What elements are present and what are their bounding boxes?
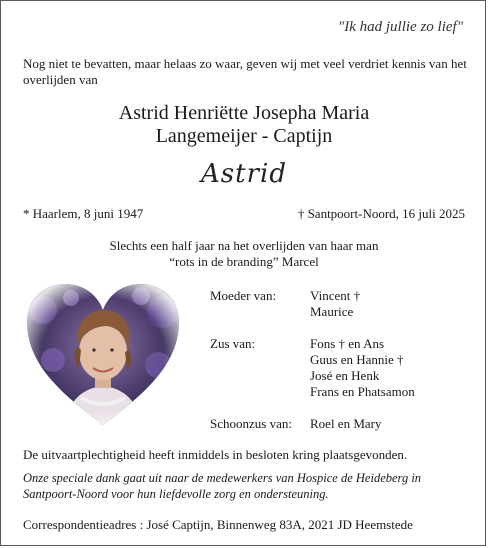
- intro-text: Nog niet te bevatten, maar helaas zo waar, geven wij met veel verdriet kennis van het overlijden van: [23, 56, 467, 87]
- funeral-note: De uitvaartplechtigheid heeft inmiddels in besloten kring plaatsgevonden.: [23, 447, 408, 462]
- correspondence-address: Correspondentieadres : José Captijn, Binnenweg 83A, 2021 JD Heemstede: [23, 517, 413, 532]
- relation-label: Moeder van:: [210, 288, 277, 303]
- birth-info: * Haarlem, 8 juni 1947: [23, 206, 144, 221]
- husband-note-line-2: “rots in de branding” Marcel: [169, 254, 319, 269]
- relation-name: Guus en Hannie †: [310, 352, 404, 367]
- husband-note: [1, 238, 487, 270]
- relations-list: [210, 288, 470, 432]
- motto-quote: "Ik had jullie zo lief": [337, 19, 463, 35]
- relation-name: Fons † en Ans: [310, 336, 385, 351]
- death-info: † Santpoort-Noord, 16 juli 2025: [297, 206, 465, 221]
- call-name: Astrid: [201, 159, 287, 189]
- full-name-line-1: Astrid Henriëtte Josepha Maria: [118, 102, 370, 124]
- relation-names: [310, 336, 415, 400]
- relation-name: Maurice: [310, 304, 354, 319]
- relation-mother: [210, 288, 470, 320]
- relation-name: Roel en Mary: [310, 416, 382, 431]
- relation-name: José en Henk: [310, 368, 380, 383]
- relation-label: Zus van:: [210, 336, 256, 351]
- relation-sister: [210, 336, 470, 400]
- relation-names: [310, 288, 360, 320]
- relation-label: Schoonzus van:: [210, 416, 292, 431]
- relation-sister-in-law: [210, 416, 470, 432]
- husband-note-line-1: Slechts een half jaar na het overlijden van haar man: [109, 238, 379, 253]
- full-name: [1, 102, 487, 148]
- full-name-line-2: Langemeijer - Captijn: [155, 125, 333, 147]
- relation-names: [310, 416, 381, 432]
- portrait-heart-photo: [23, 280, 183, 428]
- relation-name: Vincent †: [310, 288, 361, 303]
- relation-name: Frans en Phatsamon: [310, 384, 415, 399]
- thanks-note: Onze speciale dank gaat uit naar de medewerkers van Hospice de Heideberg in Santpoort-Noord voor hun liefdevolle zorg en ondersteuning.: [23, 471, 422, 501]
